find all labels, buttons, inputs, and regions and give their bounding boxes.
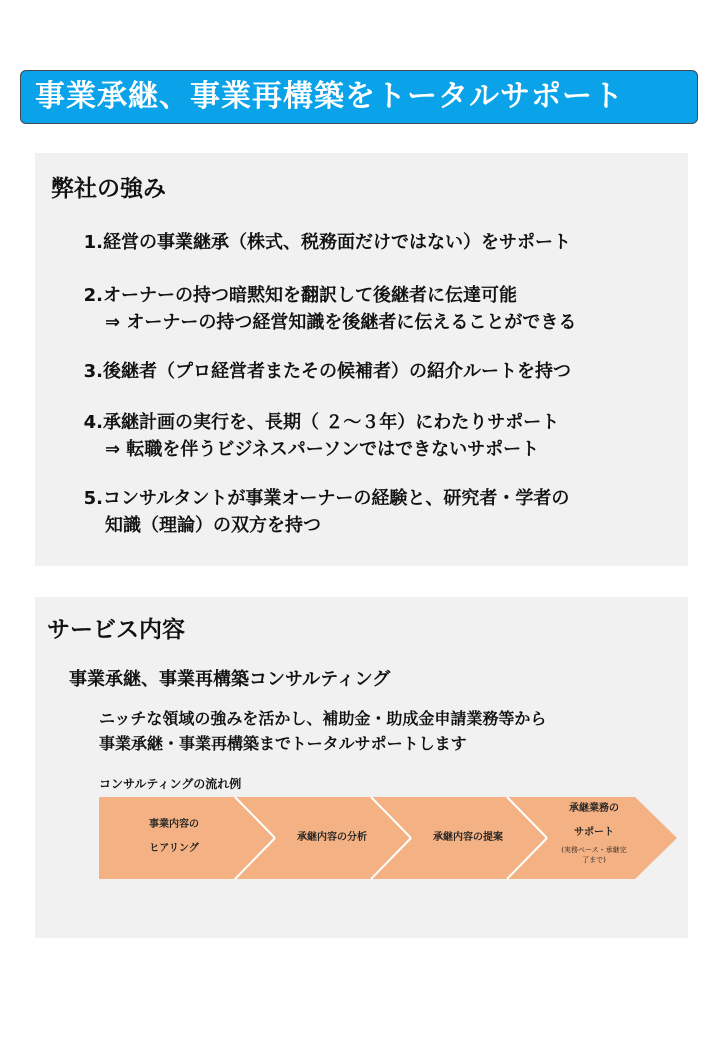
service-description-line: ニッチな領域の強みを活かし、補助金・助成金申請業務等から (99, 709, 547, 728)
flow-step-label: 承継内容の提案 (433, 832, 503, 843)
flow-step-3 (403, 826, 533, 850)
flow-step-1 (109, 813, 239, 861)
flow-step-4 (529, 797, 659, 865)
flow-step-2 (267, 826, 397, 850)
flow-step-label: サポート (574, 827, 614, 838)
strength-number: 5. (83, 488, 103, 509)
strength-text: 承継計画の実行を、長期（ ２～３年）にわたりサポート (103, 412, 560, 433)
strength-item-5 (71, 485, 681, 539)
strength-text: 経営の事業継承（株式、税務面だけではない）をサポート (103, 232, 571, 253)
services-panel (35, 597, 688, 938)
strength-continuation: 知識（理論）の双方を持つ (105, 515, 321, 536)
flow-step-label: 承継内容の分析 (297, 832, 367, 843)
strength-text: コンサルタントが事業オーナーの経験と、研究者・学者の (103, 488, 570, 509)
consulting-flow (99, 797, 679, 881)
strength-subtext: ⇒ 転職を伴うビジネスパーソンではできないサポート (105, 439, 540, 460)
strength-text: オーナーの持つ暗黙知を翻訳して後継者に伝達可能 (103, 285, 517, 306)
strength-subtext: ⇒ オーナーの持つ経営知識を後継者に伝えることができる (105, 312, 577, 333)
services-heading: サービス内容 (47, 617, 185, 643)
strength-text: 後継者（プロ経営者またその候補者）の紹介ルートを持つ (103, 361, 571, 382)
strength-item-2 (71, 282, 681, 336)
strength-number: 1. (83, 232, 103, 253)
service-subheading: 事業承継、事業再構築コンサルティング (69, 669, 391, 690)
service-description-line: 事業承継・事業再構築までトータルサポートします (99, 734, 467, 753)
strength-number: 3. (83, 361, 103, 382)
flow-step-note: (実務ベース・承継完 (561, 846, 627, 854)
flow-step-note: 了まで) (582, 856, 606, 864)
flow-step-label: 承継業務の (569, 803, 619, 814)
strength-item-1 (71, 229, 681, 256)
strength-item-4 (71, 409, 681, 463)
flow-step-label: 事業内容の (149, 819, 199, 830)
strength-number: 4. (83, 412, 103, 433)
service-description (99, 706, 546, 756)
strengths-heading: 弊社の強み (51, 176, 166, 202)
flow-label: コンサルティングの流れ例 (99, 777, 242, 791)
flow-step-label: ヒアリング (149, 843, 199, 854)
strength-number: 2. (83, 285, 103, 306)
strength-item-3 (71, 358, 681, 385)
strengths-panel (35, 153, 688, 566)
page-title-banner: 事業承継、事業再構築をトータルサポート (20, 70, 698, 124)
